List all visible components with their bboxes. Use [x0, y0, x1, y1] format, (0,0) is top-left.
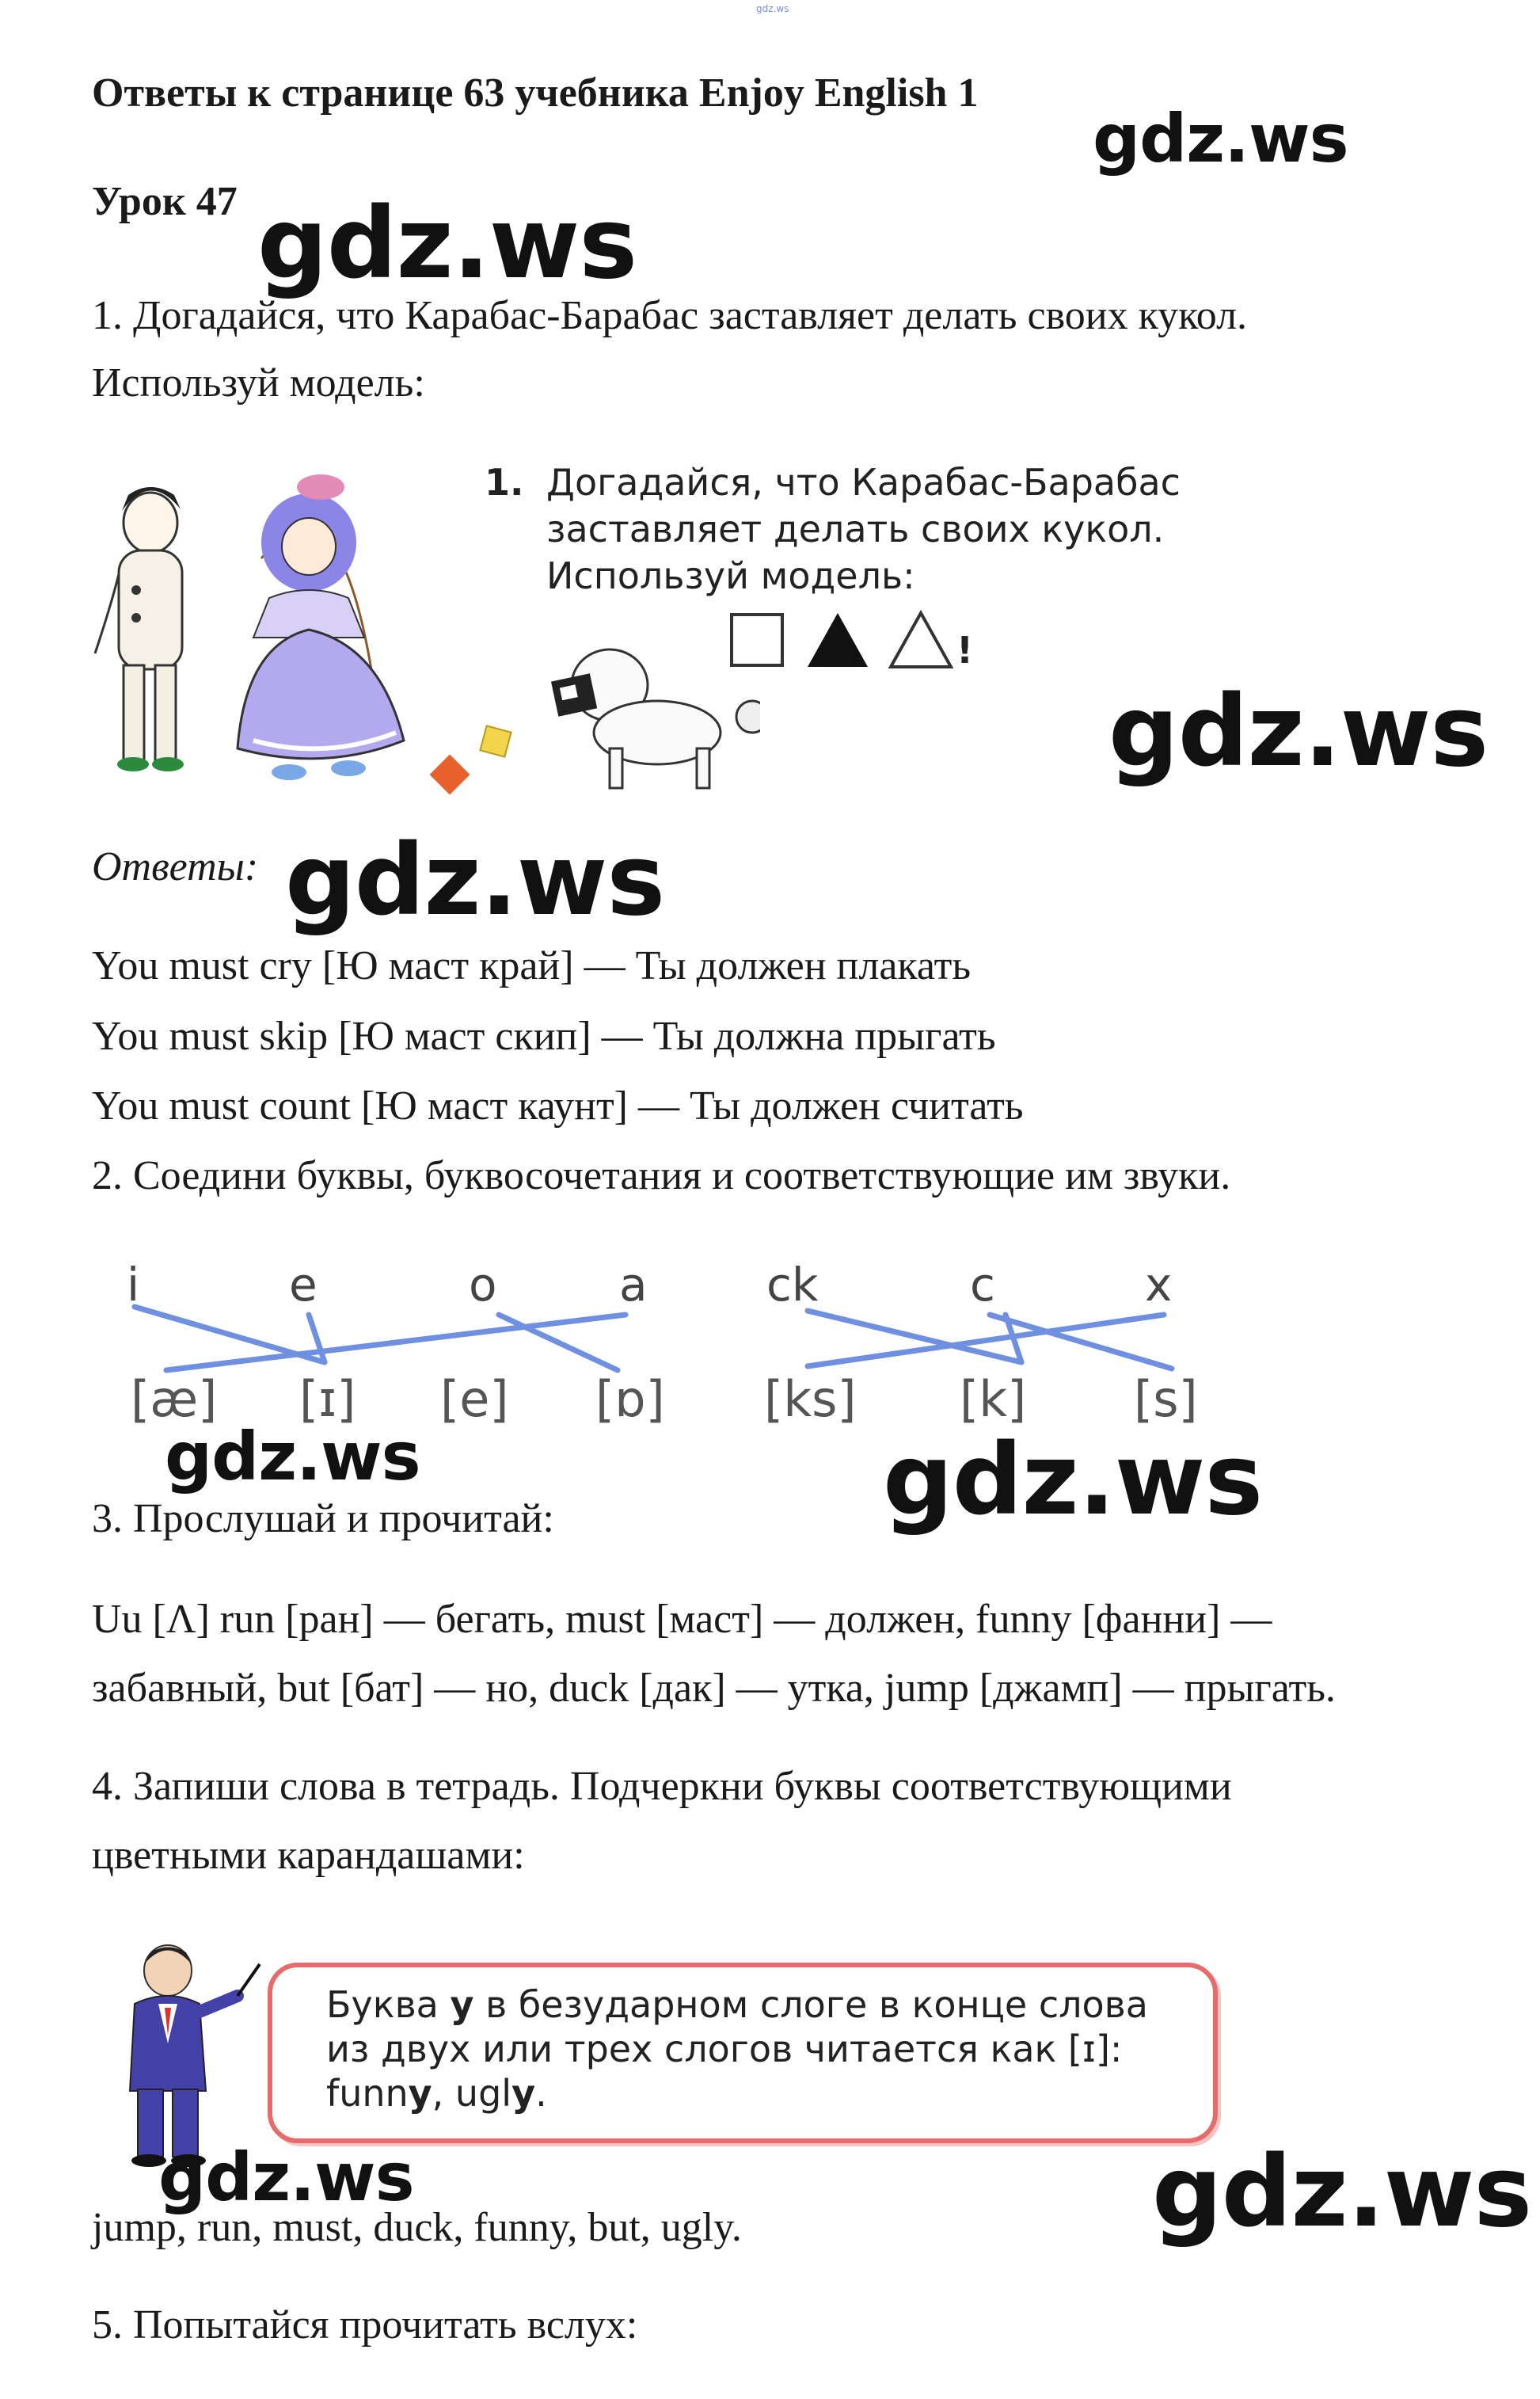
sound-ks: [ks]	[764, 1370, 857, 1428]
letter-ck: ck	[766, 1258, 819, 1312]
rule-line2: из двух или трех слогов читается как [ɪ]:	[326, 2028, 1123, 2070]
rule-line3: funny, ugly.	[326, 2072, 547, 2115]
watermark: gdz.ws	[257, 187, 637, 301]
pierrot-figure	[95, 487, 184, 771]
answer-line: You must cry [Ю маст край] — Ты должен плакать	[92, 943, 972, 988]
sound-e: [e]	[440, 1370, 509, 1428]
sound-ae: [æ]	[131, 1370, 218, 1428]
header-source: gdz.ws	[756, 3, 789, 14]
book-task-line2: заставляет делать своих кукол.	[546, 508, 1165, 550]
malvina-figure	[238, 474, 404, 780]
task4-answer: jump, run, must, duck, funny, but, ugly.	[92, 2205, 742, 2250]
watermark: gdz.ws	[883, 1423, 1263, 1537]
task3-line1: Uu [Λ] run [ран] — бегать, must [маст] — должен, funny [фанни] —	[92, 1597, 1272, 1642]
answers-label: Ответы:	[92, 844, 259, 889]
task1-line2: Используй модель:	[92, 360, 425, 406]
watermark: gdz.ws	[1093, 100, 1348, 177]
outline-triangle-icon	[891, 613, 951, 667]
watermark: gdz.ws	[285, 824, 665, 938]
book-task-line1: Догадайся, что Карабас-Барабас	[546, 461, 1181, 504]
block-yellow	[480, 725, 511, 756]
matching-lines	[111, 1251, 1219, 1441]
letter-x: x	[1145, 1258, 1173, 1312]
square-icon	[732, 615, 782, 665]
letter-a: a	[619, 1258, 648, 1312]
lesson-title: Урок 47	[92, 179, 238, 224]
letter-o: o	[469, 1258, 497, 1312]
answer-line: You must skip [Ю маст скип] — Ты должна прыгать	[92, 1014, 996, 1059]
sound-short-o: [ɒ]	[595, 1370, 665, 1428]
filled-triangle-icon	[808, 613, 868, 667]
book-task-number: 1.	[485, 461, 524, 504]
answer-line: You must count [Ю маст каунт] — Ты должен считать	[92, 1083, 1024, 1129]
teacher-illustration	[111, 1933, 261, 2170]
model-shapes	[727, 608, 988, 672]
sound-short-i: [ɪ]	[299, 1370, 356, 1428]
task3-text: 3. Прослушай и прочитай:	[92, 1496, 554, 1541]
watermark: gdz.ws	[165, 1418, 420, 1495]
letter-i: i	[127, 1258, 140, 1312]
sound-s: [s]	[1134, 1370, 1198, 1428]
watermark: gdz.ws	[158, 2138, 414, 2216]
task1-line1: 1. Догадайся, что Карабас-Барабас заставляет делать своих кукол.	[92, 293, 1248, 338]
watermark: gdz.ws	[1108, 675, 1489, 789]
book-task-line3: Используй модель:	[546, 554, 915, 597]
block-orange	[430, 755, 470, 795]
rule-line1: Буква y в безударном слоге в конце слова	[326, 1983, 1148, 2026]
task4-line1: 4. Запиши слова в тетрадь. Подчеркни буквы соответствующими	[92, 1764, 1232, 1809]
task2-text: 2. Соедини буквы, буквосочетания и соответствующие им звуки.	[92, 1153, 1231, 1198]
watermark: gdz.ws	[1152, 2135, 1532, 2249]
page-title: Ответы к странице 63 учебника Enjoy English 1	[92, 70, 979, 116]
sound-k: [k]	[960, 1370, 1027, 1428]
letter-e: e	[289, 1258, 318, 1312]
model-exclaim: !	[956, 629, 973, 672]
letter-c: c	[970, 1258, 995, 1312]
task4-line2: цветными карандашами:	[92, 1833, 525, 1878]
task5-text: 5. Попытайся прочитать вслух:	[92, 2302, 638, 2348]
task3-line2: забавный, but [бат] — но, duck [дак] — утка, jump [джамп] — прыгать.	[92, 1666, 1336, 1711]
